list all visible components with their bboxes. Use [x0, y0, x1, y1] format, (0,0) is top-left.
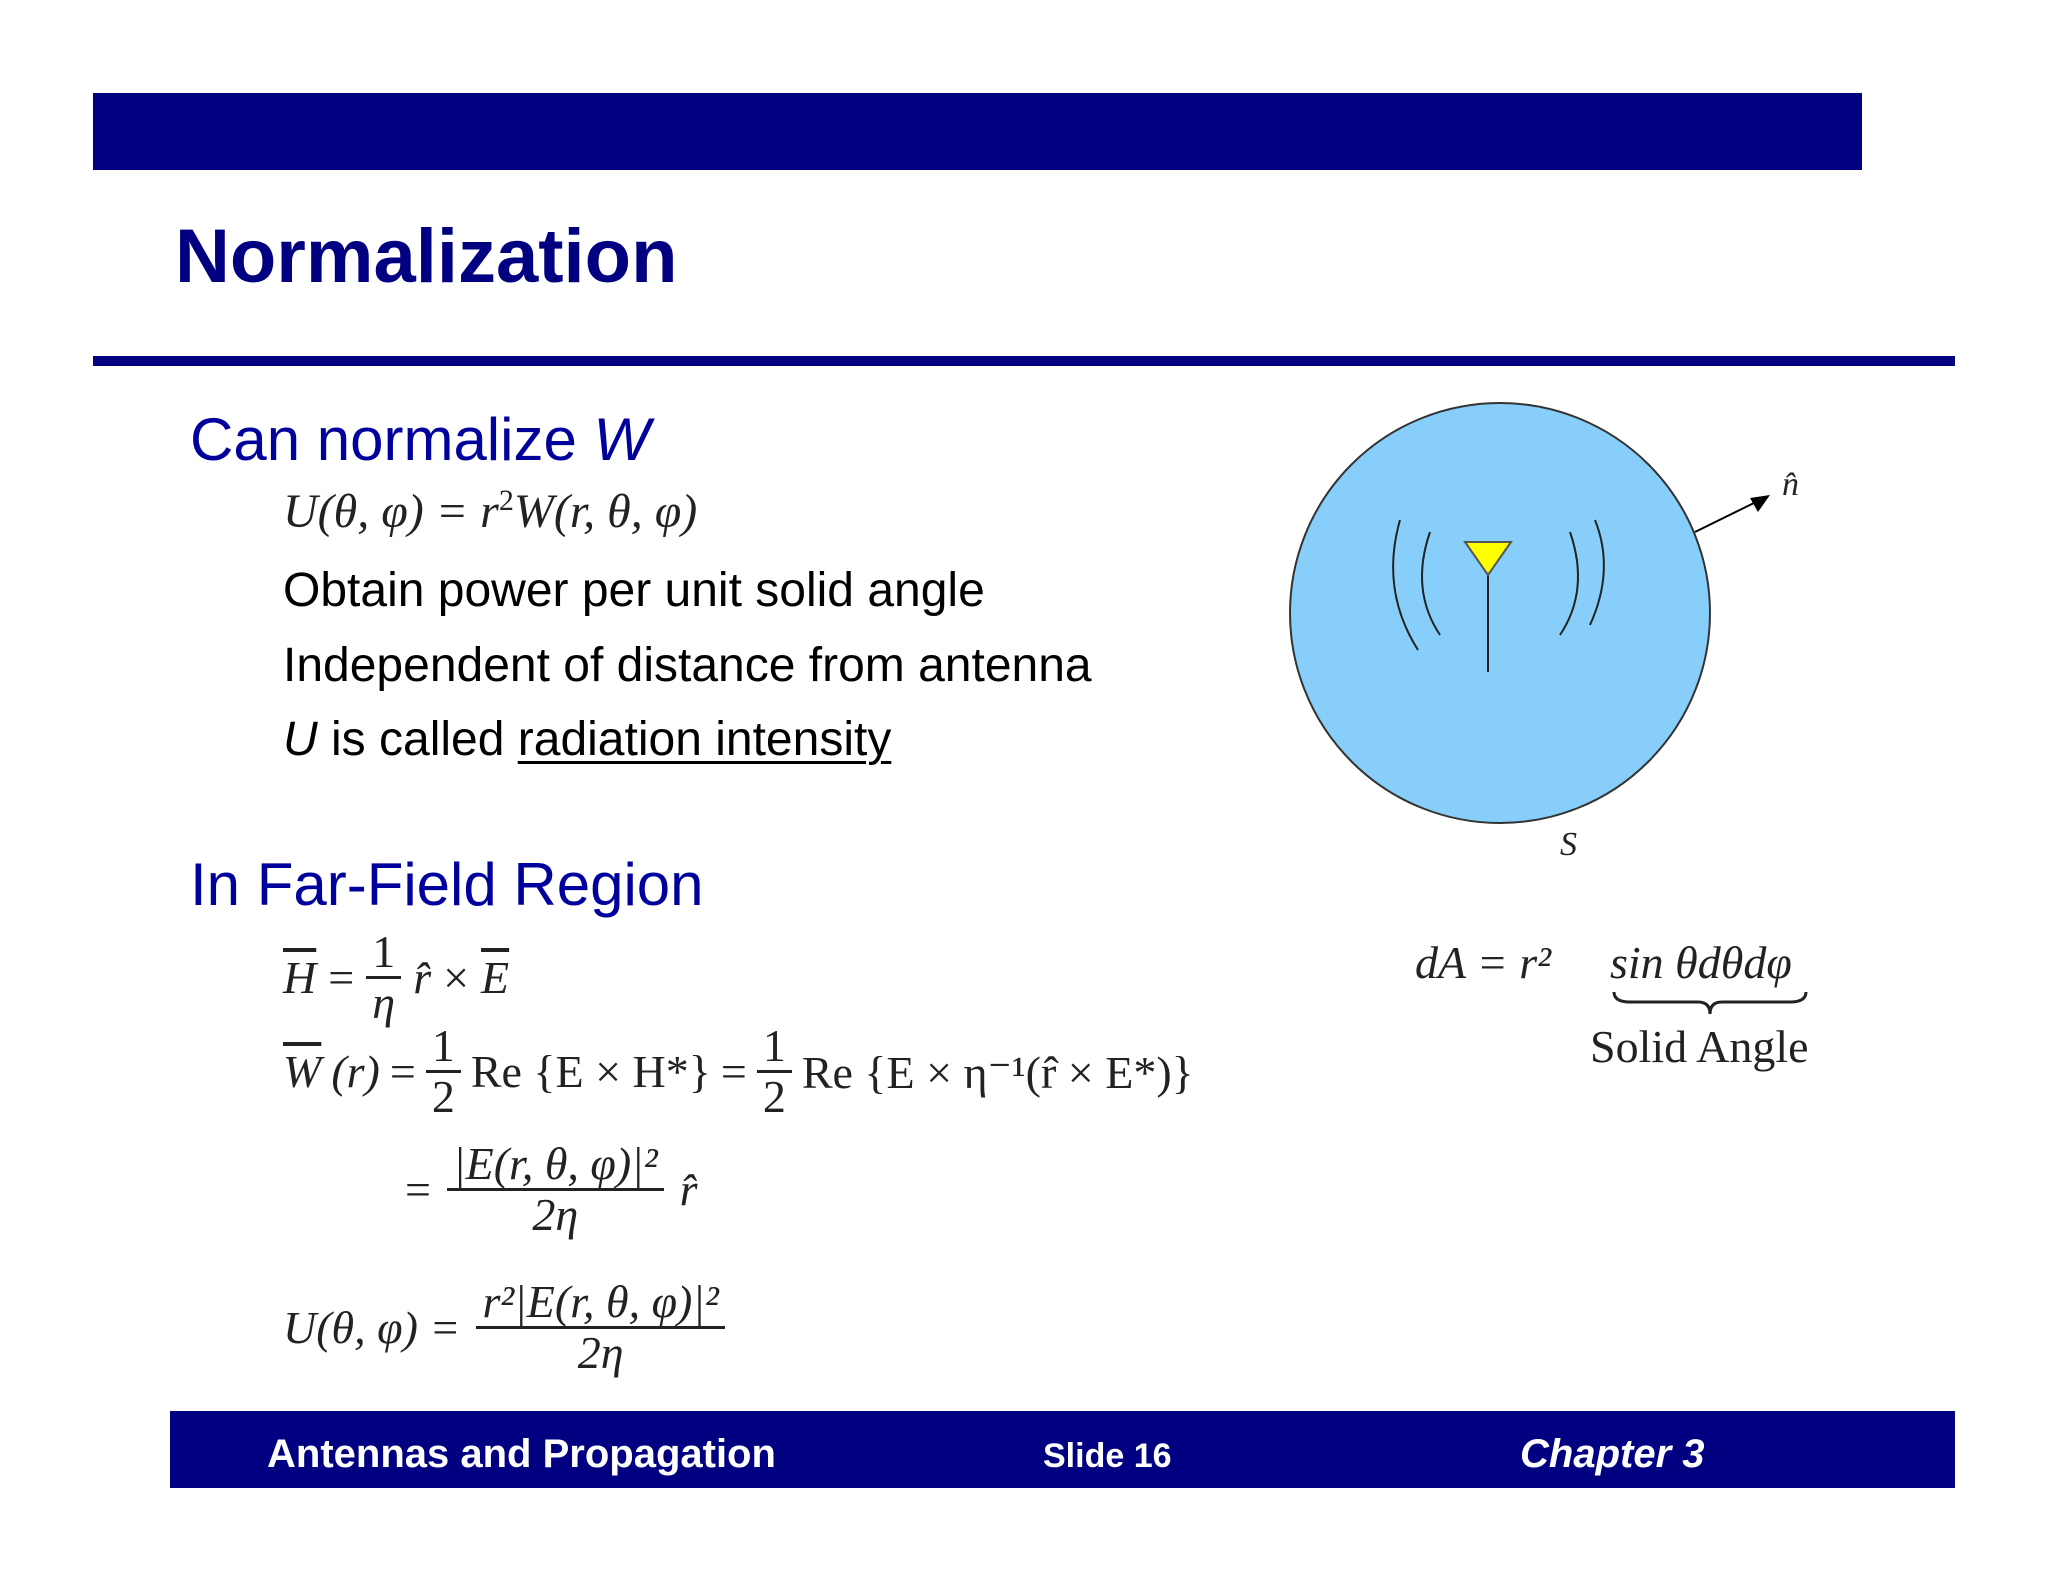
- eq-W2-den: 2η: [532, 1189, 579, 1241]
- eq-H-rhat: r̂: [413, 952, 432, 1004]
- eq-H-equals: =: [328, 952, 355, 1004]
- footer-chapter: Chapter 3: [1520, 1432, 1705, 1476]
- section1-heading: [190, 405, 650, 474]
- eq-W2-fraction: [447, 1140, 664, 1240]
- eq-W-half-den-1: 2: [431, 1071, 455, 1123]
- eq-W-half-1: [426, 1022, 461, 1122]
- eq-W-part1: Re {E × H*}: [470, 1046, 711, 1098]
- footer-course-title: Antennas and Propagation: [267, 1432, 776, 1476]
- bullet-independent-of-distance: Independent of distance from antenna: [283, 639, 1092, 692]
- eq-dA-lhs: dA = r²: [1415, 937, 1552, 988]
- normal-label: n̂: [1782, 466, 1799, 503]
- underbrace-icon: [1610, 988, 1810, 1018]
- eq-W-half-2: [757, 1022, 792, 1122]
- eq-H-times: ×: [443, 952, 470, 1004]
- eq-U2-lhs: U(θ, φ) =: [283, 1302, 461, 1354]
- eq-radiation-intensity-farfield: [283, 1278, 725, 1378]
- section2-heading: In Far-Field Region: [190, 851, 704, 918]
- section1-heading-text: Can normalize: [190, 406, 594, 473]
- slide-title: Normalization: [175, 214, 678, 299]
- bullet-radiation-intensity: [283, 712, 891, 767]
- eq-poynting-vector: [283, 1022, 1194, 1122]
- solid-angle-term-text: sin θdθdφ: [1610, 937, 1792, 988]
- eq-W2-rhat: r̂: [679, 1164, 698, 1216]
- footer-slide-number: Slide 16: [1043, 1437, 1172, 1475]
- eq-H-den: η: [372, 977, 396, 1029]
- title-rule: [93, 356, 1955, 366]
- eq-W-arg: (r): [331, 1046, 380, 1098]
- eq-W-half-den-2: 2: [762, 1071, 786, 1123]
- eq-U2-den: 2η: [577, 1327, 624, 1379]
- solid-angle-label: Solid Angle: [1590, 1021, 1809, 1072]
- eq-W-half-num-2: 1: [757, 1022, 792, 1073]
- eq-W2-num: |E(r, θ, φ)|²: [447, 1140, 664, 1191]
- surface-label: S: [1560, 826, 1577, 863]
- header-bar: [93, 93, 1862, 170]
- eq-area-element: [1415, 936, 1551, 989]
- eq-H-fraction: [366, 928, 401, 1028]
- eq-radiation-intensity: [283, 484, 697, 539]
- bullet3-var: U: [283, 713, 318, 766]
- solid-angle-term: [1610, 936, 1792, 989]
- bullet3-mid: is called: [317, 713, 518, 766]
- eq-W-equals: =: [389, 1046, 416, 1098]
- eq-U-lhs: U(θ, φ) = r: [283, 485, 499, 538]
- sphere-diagram: [1270, 390, 1830, 890]
- eq-W-part2: Re {E × η⁻¹(r̂ × E*)}: [801, 1046, 1194, 1098]
- eq-magnetic-field: [283, 928, 509, 1028]
- eq-W2-equals: =: [405, 1164, 431, 1216]
- eq-W-half-num-1: 1: [426, 1022, 461, 1073]
- eq-W-equals-2: =: [720, 1046, 747, 1098]
- section1-heading-var: W: [593, 406, 651, 473]
- eq-U2-num: r²|E(r, θ, φ)|²: [476, 1278, 724, 1329]
- eq-poynting-continuation: [405, 1140, 698, 1240]
- normal-arrow-line: [1695, 500, 1760, 532]
- eq-H-E: $\overline{E}$: [481, 952, 510, 1004]
- eq-U2-fraction: [476, 1278, 724, 1378]
- bullet-power-per-solid-angle: Obtain power per unit solid angle: [283, 564, 985, 617]
- eq-W-lhs: $\overline{W}$: [283, 1046, 322, 1098]
- eq-U-exp: 2: [498, 484, 514, 517]
- sphere-surface: [1290, 403, 1710, 823]
- eq-H-num: 1: [366, 928, 401, 979]
- eq-H-lhs: $\overline{H}$: [283, 952, 317, 1004]
- eq-U-rhs: W(r, θ, φ): [513, 485, 698, 538]
- radiation-intensity-term: radiation intensity: [517, 713, 892, 766]
